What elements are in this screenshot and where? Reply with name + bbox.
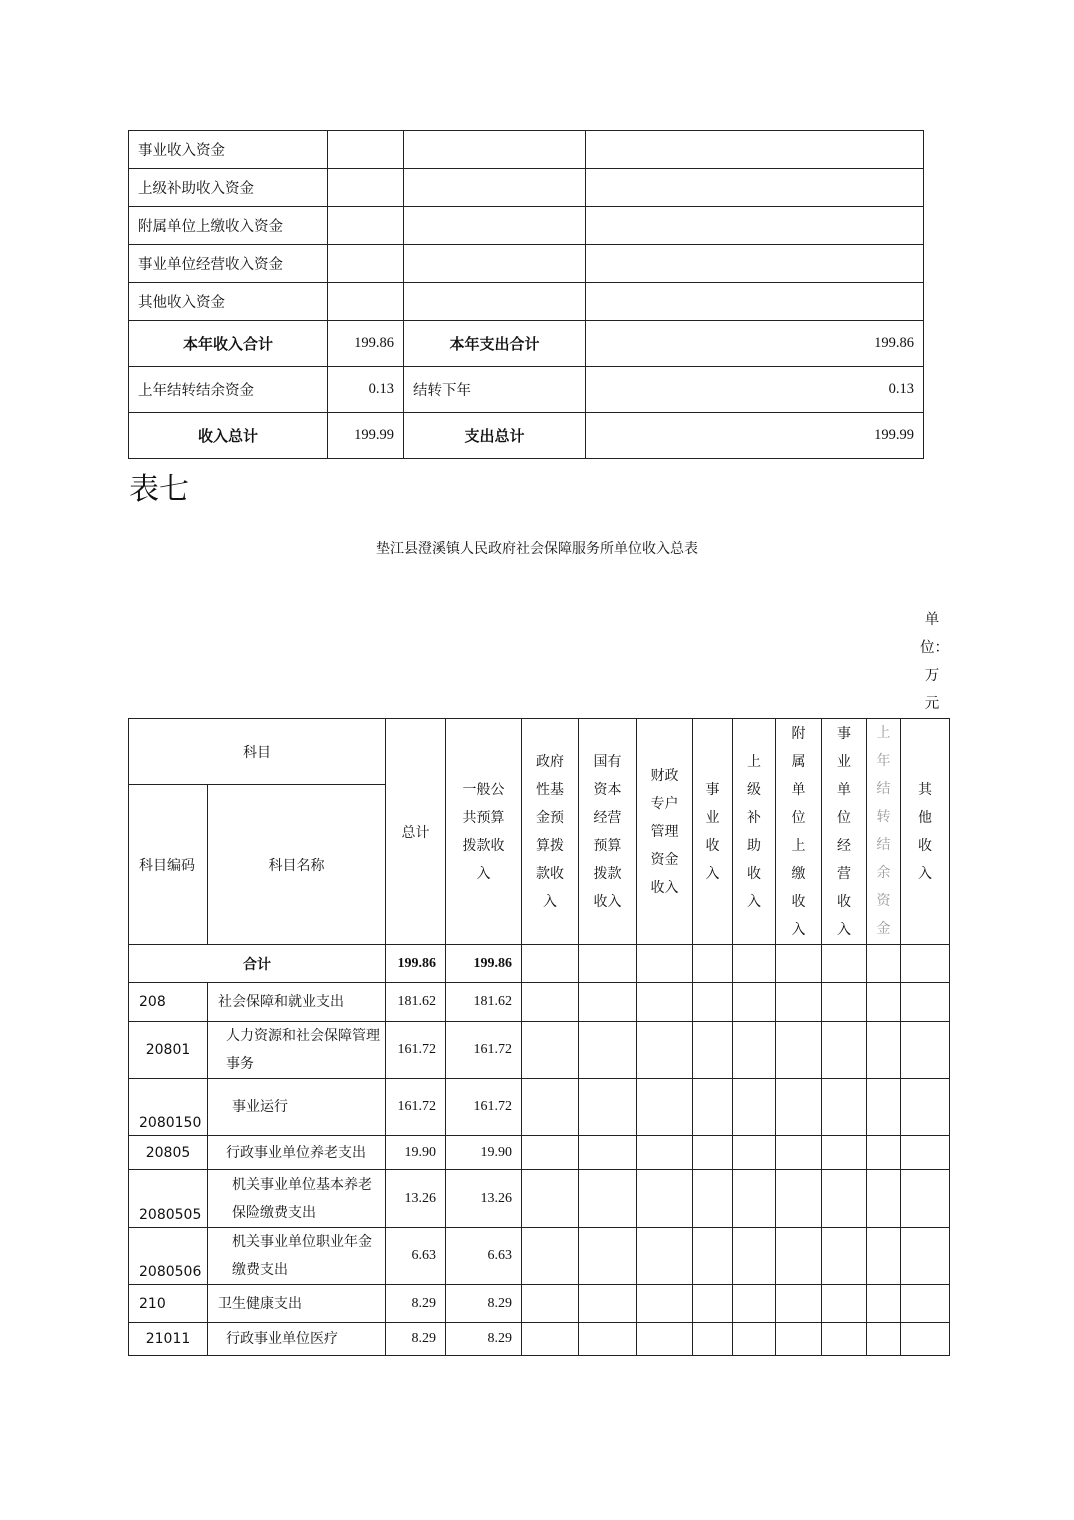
income-expense-summary-table: [128, 130, 924, 459]
row-general: 8.29: [446, 1285, 522, 1323]
annual-expense-total-value: 199.86: [586, 321, 924, 367]
expense-grand-total-value: 199.99: [586, 413, 924, 459]
operating-income-header: 事业单位经营收入: [822, 719, 867, 945]
row-code: 210: [129, 1285, 208, 1323]
fund-budget-header: 政府性基金预算拨款收入: [522, 719, 579, 945]
row-general: 13.26: [446, 1170, 522, 1228]
row-general: 161.72: [446, 1022, 522, 1079]
row-name: 社会保障和就业支出: [208, 983, 386, 1022]
row-name: 行政事业单位医疗: [208, 1323, 386, 1356]
table-row: [129, 1228, 950, 1285]
income-grand-total-label: 收入总计: [129, 413, 328, 459]
table-row: [129, 131, 924, 169]
table-row: [129, 1323, 950, 1356]
row-code: 21011: [129, 1323, 208, 1356]
special-account-header: 财政专户管理资金收入: [637, 719, 693, 945]
row-general: 6.63: [446, 1228, 522, 1285]
row-name: 卫生健康支出: [208, 1285, 386, 1323]
row-code: 2080506: [129, 1228, 208, 1285]
table-row: [129, 321, 924, 367]
subject-header: 科目: [129, 719, 386, 785]
table-row: [129, 245, 924, 283]
row-code: 2080505: [129, 1170, 208, 1228]
superior-subsidy-header: 上级补助收入: [733, 719, 776, 945]
table-row: [129, 1170, 950, 1228]
row-label: 事业单位经营收入资金: [129, 245, 328, 283]
annual-income-total-value: 199.86: [328, 321, 404, 367]
state-capital-header: 国有资本经营预算拨款收入: [579, 719, 637, 945]
row-name: 事业运行: [208, 1079, 386, 1136]
table-row: [129, 169, 924, 207]
table-row: [129, 283, 924, 321]
sum-general: 199.86: [446, 945, 522, 983]
row-code: 20801: [129, 1022, 208, 1079]
row-label: 事业收入资金: [129, 131, 328, 169]
table-row: [129, 1136, 950, 1170]
row-general: 181.62: [446, 983, 522, 1022]
prior-carryover-value: 0.13: [328, 367, 404, 413]
prior-carryover-label: 上年结转结余资金: [129, 367, 328, 413]
section-title: 表七: [129, 472, 189, 507]
row-total: 161.72: [386, 1079, 446, 1136]
row-name: 机关事业单位职业年金缴费支出: [208, 1228, 386, 1285]
table-row: [129, 1285, 950, 1323]
row-total: 19.90: [386, 1136, 446, 1170]
row-total: 161.72: [386, 1022, 446, 1079]
business-income-header: 事业收入: [693, 719, 733, 945]
row-code: 20805: [129, 1136, 208, 1170]
other-income-header: 其他收入: [901, 719, 950, 945]
row-general: 8.29: [446, 1323, 522, 1356]
expense-grand-total-label: 支出总计: [404, 413, 586, 459]
row-name: 行政事业单位养老支出: [208, 1136, 386, 1170]
carry-forward-value: 0.13: [586, 367, 924, 413]
subject-code-header: 科目编码: [129, 785, 208, 945]
row-code: 208: [129, 983, 208, 1022]
row-general: 161.72: [446, 1079, 522, 1136]
table-row: [129, 1079, 950, 1136]
table-row: [129, 1022, 950, 1079]
subject-name-header: 科目名称: [208, 785, 386, 945]
row-code: 2080150: [129, 1079, 208, 1136]
carryover-header: 上年结转结余资金: [867, 719, 901, 945]
unit-label: 单位：万元: [920, 612, 949, 712]
header-row: [129, 719, 950, 785]
carry-forward-label: 结转下年: [404, 367, 586, 413]
row-name: 人力资源和社会保障管理事务: [208, 1022, 386, 1079]
sum-label: 合计: [129, 945, 386, 983]
annual-income-total-label: 本年收入合计: [129, 321, 328, 367]
row-total: 6.63: [386, 1228, 446, 1285]
income-grand-total-value: 199.99: [328, 413, 404, 459]
affiliated-unit-header: 附属单位上缴收入: [776, 719, 822, 945]
table-row: [129, 367, 924, 413]
table-row: [129, 207, 924, 245]
annual-expense-total-label: 本年支出合计: [404, 321, 586, 367]
row-general: 19.90: [446, 1136, 522, 1170]
row-label: 其他收入资金: [129, 283, 328, 321]
row-total: 8.29: [386, 1285, 446, 1323]
sum-row: [129, 945, 950, 983]
row-total: 181.62: [386, 983, 446, 1022]
row-total: 13.26: [386, 1170, 446, 1228]
row-label: 上级补助收入资金: [129, 169, 328, 207]
table-row: [129, 983, 950, 1022]
table-row: [129, 413, 924, 459]
total-header: 总计: [386, 719, 446, 945]
general-budget-header: 一般公共预算拨款收入: [446, 719, 522, 945]
unit-income-summary-table: [128, 718, 950, 1356]
row-name: 机关事业单位基本养老保险缴费支出: [208, 1170, 386, 1228]
row-label: 附属单位上缴收入资金: [129, 207, 328, 245]
report-title: 垫江县澄溪镇人民政府社会保障服务所单位收入总表: [376, 541, 698, 557]
row-total: 8.29: [386, 1323, 446, 1356]
sum-total: 199.86: [386, 945, 446, 983]
